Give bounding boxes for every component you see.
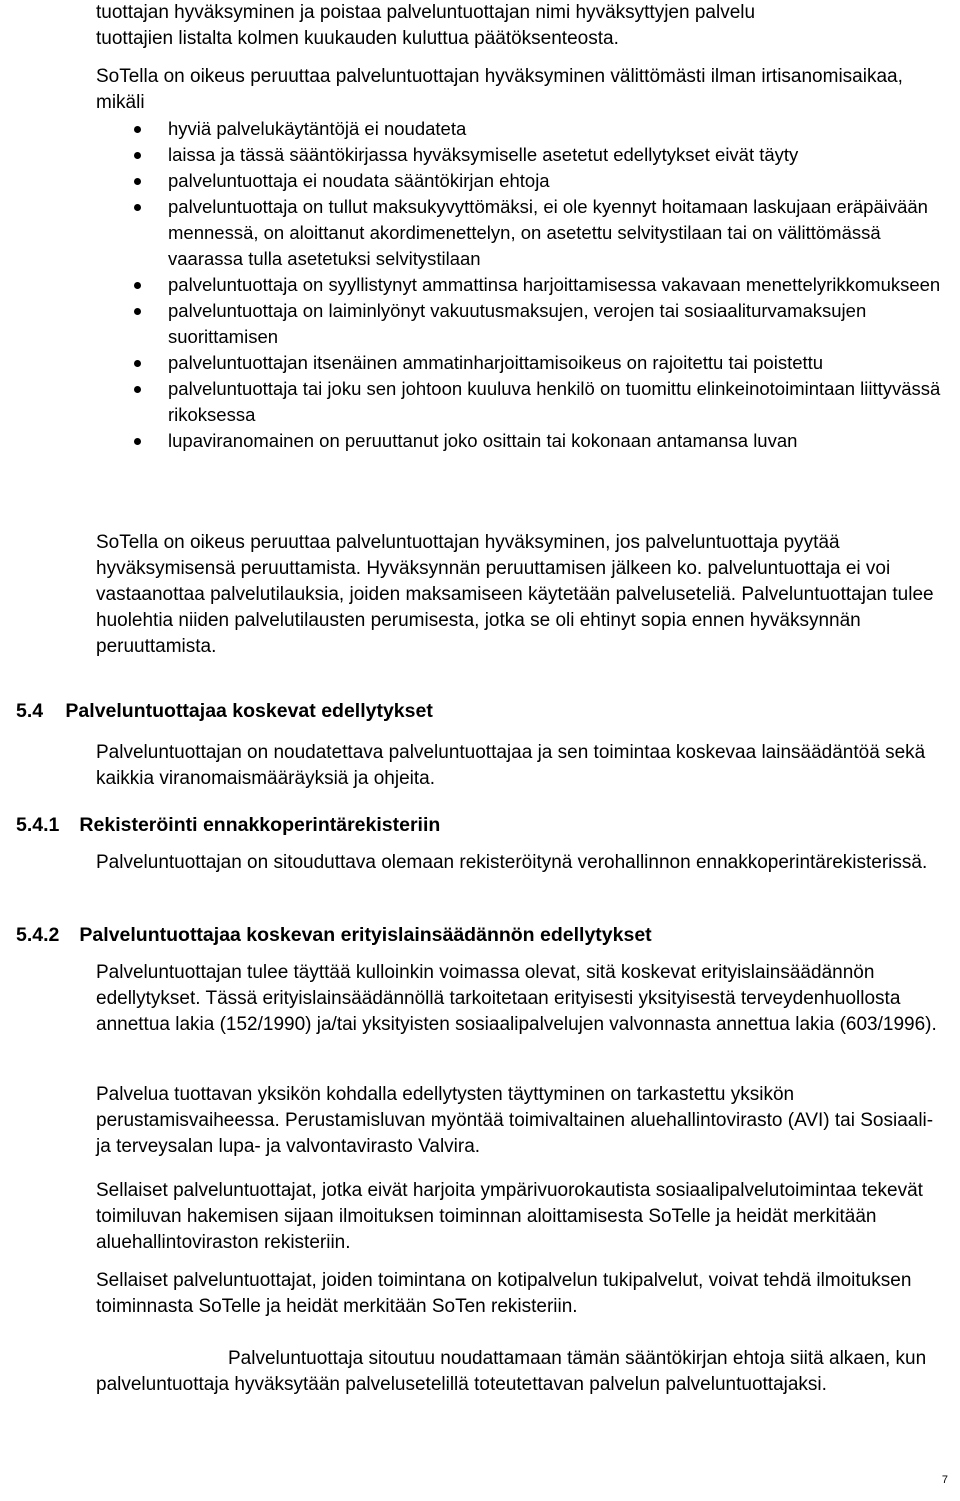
section-5-4-heading [16, 698, 944, 724]
list-item: palveluntuottaja tai joku sen johtoon kuuluva henkilö on tuomittu elinkeinotoimintaan liittyvässä rikoksessa [130, 376, 944, 428]
section-number: 5.4.1 [16, 814, 60, 836]
list-item: lupaviranomainen on peruuttanut joko osittain tai kokonaan antamansa luvan [130, 428, 944, 454]
list-item: palveluntuottaja on tullut maksukyvyttömäksi, ei ole kyennyt hoitamaan laskujaan eräpäivään mennessä, on aloittanut akordimenettelyn, on asetettu selvitystilaan tai on välittömässä vaarassa tulla asetetuksi selvitystilaan [130, 194, 944, 272]
section-title: Rekisteröinti ennakkoperintärekisteriin [79, 814, 441, 836]
withdraw-on-request-paragraph: SoTella on oikeus peruuttaa palveluntuottajan hyväksyminen, jos palveluntuottaja pyytää hyväksymisensä peruuttamista. Hyväksynnän peruuttamisen jälkeen ko. palveluntuottaja ei voi vastaanottaa palvelutilauksia, joiden maksamiseen käytetään palveluseteliä. Palveluntuottajan tulee huolehtia niiden palvelutilausten perumisesta, jotka se oli ehtinyt sopia ennen hyväksynnän peruuttamista. [96, 532, 934, 657]
intro-line-1: tuottajan hyväksyminen ja poistaa palveluntuottajan nimi hyväksyttyjen palvelu [96, 2, 756, 23]
section-5-4-2-paragraph-2: Palvelua tuottavan yksikön kohdalla edellytysten täyttyminen on tarkastettu yksikön perustamisvaiheessa. Perustamisluvan myöntää toimivaltainen aluehallintovirasto (AVI) tai Sosiaali- ja terveysalan lupa- ja valvontavirasto Valvira. [96, 1084, 934, 1157]
list-item: hyviä palvelukäytäntöjä ei noudateta [130, 116, 944, 142]
list-item: palveluntuottaja on laiminlyönyt vakuutusmaksujen, verojen tai sosiaaliturvamaksujen suorittamisen [130, 298, 944, 350]
section-5-4-2-paragraph-5: Palveluntuottaja sitoutuu noudattamaan tämän sääntökirjan ehtoja siitä alkaen, kun palveluntuottaja hyväksytään palvelusetelillä toteutettavan palvelun palveluntuottajaksi. [96, 1348, 927, 1395]
section-5-4-1-body: Palveluntuottajan on sitouduttava olemaan rekisteröitynä verohallinnon ennakkoperintärekisterissä. [96, 852, 928, 873]
section-title: Palveluntuottajaa koskevat edellytykset [65, 700, 433, 722]
section-number: 5.4.2 [16, 924, 60, 946]
section-5-4-2-paragraph-3: Sellaiset palveluntuottajat, jotka eivät harjoita ympärivuorokautista sosiaalipalvelutoimintaa tekevät toimiluvan hakemisen sijaan ilmoituksen toiminnan aloittamisesta SoTelle ja heidät merkitään aluehallintoviraston rekisteriin. [96, 1180, 923, 1253]
list-item: palveluntuottajan itsenäinen ammatinharjoittamisoikeus on rajoitettu tai poistettu [130, 350, 944, 376]
withdraw-immediate-paragraph: SoTella on oikeus peruuttaa palveluntuottajan hyväksyminen välittömästi ilman irtisanomisaikaa, mikäli [96, 66, 903, 113]
page-number: 7 [941, 1474, 948, 1486]
withdraw-reasons-list [130, 116, 944, 454]
section-5-4-2-heading [16, 922, 944, 948]
section-5-4-2-paragraph-1: Palveluntuottajan tulee täyttää kulloinkin voimassa olevat, sitä koskevat erityislainsäädännön edellytykset. Tässä erityislainsäädännöllä tarkoitetaan erityisesti yksityisestä terveydenhuollosta annettua lakia (152/1990) ja/tai yksityisten sosiaalipalvelujen valvonnasta annettua lakia (603/1996). [96, 962, 937, 1035]
section-title: Palveluntuottajaa koskevan erityislainsäädännön edellytykset [79, 924, 652, 946]
list-item: laissa ja tässä sääntökirjassa hyväksymiselle asetetut edellytykset eivät täyty [130, 142, 944, 168]
intro-line-2: tuottajien listalta kolmen kuukauden kuluttua päätöksenteosta. [96, 28, 619, 49]
list-item: palveluntuottaja on syyllistynyt ammattinsa harjoittamisessa vakavaan menettelyrikkomukseen [130, 272, 944, 298]
section-5-4-1-heading [16, 812, 944, 838]
section-5-4-2-paragraph-4: Sellaiset palveluntuottajat, joiden toimintana on kotipalvelun tukipalvelut, voivat tehdä ilmoituksen toiminnasta SoTelle ja heidät merkitään SoTen rekisteriin. [96, 1270, 912, 1317]
section-number: 5.4 [16, 700, 44, 722]
list-item: palveluntuottaja ei noudata sääntökirjan ehtoja [130, 168, 944, 194]
section-5-4-body: Palveluntuottajan on noudatettava palveluntuottajaa ja sen toimintaa koskevaa lainsäädäntöä sekä kaikkia viranomaismääräyksiä ja ohjeita. [96, 742, 926, 789]
